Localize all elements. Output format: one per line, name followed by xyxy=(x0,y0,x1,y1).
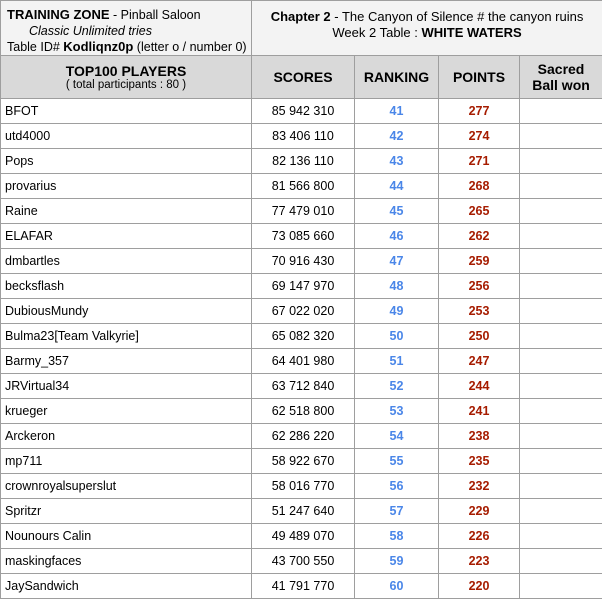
player-ranking: 50 xyxy=(355,324,439,349)
sacred-ball-cell xyxy=(520,424,602,449)
chapter-cell xyxy=(252,1,602,56)
table-row xyxy=(1,249,602,274)
sacred-ball-cell xyxy=(520,549,602,574)
player-score: 58 922 670 xyxy=(252,449,355,474)
player-points: 259 xyxy=(439,249,520,274)
player-name: Pops xyxy=(1,149,252,174)
table-row xyxy=(1,574,602,599)
player-points: 262 xyxy=(439,224,520,249)
player-points: 220 xyxy=(439,574,520,599)
player-points: 250 xyxy=(439,324,520,349)
player-ranking: 46 xyxy=(355,224,439,249)
player-points: 268 xyxy=(439,174,520,199)
sacred-ball-cell xyxy=(520,524,602,549)
table-row xyxy=(1,99,602,124)
player-points: 235 xyxy=(439,449,520,474)
player-ranking: 49 xyxy=(355,299,439,324)
player-name: becksflash xyxy=(1,274,252,299)
table-row xyxy=(1,474,602,499)
player-score: 62 518 800 xyxy=(252,399,355,424)
sacred-ball-cell xyxy=(520,499,602,524)
points-column-header: POINTS xyxy=(439,56,520,99)
sacred-ball-column-header: Sacred Ball won xyxy=(520,56,602,99)
player-name: krueger xyxy=(1,399,252,424)
player-points: 277 xyxy=(439,99,520,124)
table-row xyxy=(1,124,602,149)
player-name: maskingfaces xyxy=(1,549,252,574)
player-ranking: 60 xyxy=(355,574,439,599)
player-name: JRVirtual34 xyxy=(1,374,252,399)
player-score: 43 700 550 xyxy=(252,549,355,574)
table-row xyxy=(1,399,602,424)
player-name: dmbartles xyxy=(1,249,252,274)
player-points: 271 xyxy=(439,149,520,174)
tries-subtitle: Classic Unlimited tries xyxy=(29,24,152,38)
player-score: 85 942 310 xyxy=(252,99,355,124)
table-row xyxy=(1,374,602,399)
ranking-column-header: RANKING xyxy=(355,56,439,99)
sacred-ball-cell xyxy=(520,149,602,174)
player-score: 82 136 110 xyxy=(252,149,355,174)
player-ranking: 43 xyxy=(355,149,439,174)
player-ranking: 57 xyxy=(355,499,439,524)
player-ranking: 48 xyxy=(355,274,439,299)
player-points: 223 xyxy=(439,549,520,574)
player-score: 63 712 840 xyxy=(252,374,355,399)
player-score: 81 566 800 xyxy=(252,174,355,199)
player-name: mp711 xyxy=(1,449,252,474)
player-score: 49 489 070 xyxy=(252,524,355,549)
player-name: Nounours Calin xyxy=(1,524,252,549)
column-header-row xyxy=(1,56,602,99)
player-name: Raine xyxy=(1,199,252,224)
player-ranking: 51 xyxy=(355,349,439,374)
player-points: 247 xyxy=(439,349,520,374)
table-row xyxy=(1,174,602,199)
player-ranking: 55 xyxy=(355,449,439,474)
player-points: 232 xyxy=(439,474,520,499)
table-id: Table ID# Kodliqnz0p (letter o / number 0) xyxy=(7,39,247,54)
table-row xyxy=(1,449,602,474)
scores-column-header: SCORES xyxy=(252,56,355,99)
player-name: Arckeron xyxy=(1,424,252,449)
player-ranking: 52 xyxy=(355,374,439,399)
sacred-ball-cell xyxy=(520,249,602,274)
table-row xyxy=(1,499,602,524)
player-score: 41 791 770 xyxy=(252,574,355,599)
player-ranking: 56 xyxy=(355,474,439,499)
player-points: 229 xyxy=(439,499,520,524)
table-row xyxy=(1,524,602,549)
player-ranking: 41 xyxy=(355,99,439,124)
sacred-ball-cell xyxy=(520,274,602,299)
players-column-header: TOP100 PLAYERS ( total participants : 80 ) xyxy=(1,56,252,99)
table-row xyxy=(1,274,602,299)
training-zone-cell xyxy=(1,1,252,56)
player-ranking: 59 xyxy=(355,549,439,574)
player-name: Bulma23[Team Valkyrie] xyxy=(1,324,252,349)
table-row xyxy=(1,299,602,324)
player-points: 265 xyxy=(439,199,520,224)
player-score: 73 085 660 xyxy=(252,224,355,249)
player-ranking: 47 xyxy=(355,249,439,274)
sacred-ball-cell xyxy=(520,574,602,599)
player-name: BFOT xyxy=(1,99,252,124)
training-zone-title: TRAINING ZONE - Pinball Saloon xyxy=(7,7,201,22)
table-row xyxy=(1,224,602,249)
player-points: 253 xyxy=(439,299,520,324)
player-points: 241 xyxy=(439,399,520,424)
player-score: 83 406 110 xyxy=(252,124,355,149)
sacred-ball-cell xyxy=(520,299,602,324)
player-points: 226 xyxy=(439,524,520,549)
table-row xyxy=(1,349,602,374)
table-row xyxy=(1,199,602,224)
table-row xyxy=(1,149,602,174)
player-score: 69 147 970 xyxy=(252,274,355,299)
player-score: 77 479 010 xyxy=(252,199,355,224)
player-score: 67 022 020 xyxy=(252,299,355,324)
player-name: ELAFAR xyxy=(1,224,252,249)
player-ranking: 53 xyxy=(355,399,439,424)
sacred-ball-cell xyxy=(520,324,602,349)
sacred-ball-cell xyxy=(520,474,602,499)
player-name: DubiousMundy xyxy=(1,299,252,324)
sacred-ball-cell xyxy=(520,224,602,249)
player-ranking: 45 xyxy=(355,199,439,224)
player-points: 244 xyxy=(439,374,520,399)
table-row xyxy=(1,424,602,449)
sacred-ball-cell xyxy=(520,124,602,149)
participants-count: ( total participants : 80 ) xyxy=(65,78,187,91)
player-score: 64 401 980 xyxy=(252,349,355,374)
player-name: provarius xyxy=(1,174,252,199)
player-ranking: 58 xyxy=(355,524,439,549)
sacred-ball-cell xyxy=(520,349,602,374)
player-ranking: 44 xyxy=(355,174,439,199)
sacred-ball-cell xyxy=(520,174,602,199)
player-score: 62 286 220 xyxy=(252,424,355,449)
player-name: Barmy_357 xyxy=(1,349,252,374)
sacred-ball-cell xyxy=(520,99,602,124)
player-name: Spritzr xyxy=(1,499,252,524)
player-score: 65 082 320 xyxy=(252,324,355,349)
chapter-title: Chapter 2 - The Canyon of Silence # the canyon ruins xyxy=(270,9,584,24)
player-ranking: 42 xyxy=(355,124,439,149)
sacred-ball-cell xyxy=(520,449,602,474)
player-score: 58 016 770 xyxy=(252,474,355,499)
table-row xyxy=(1,549,602,574)
table-row xyxy=(1,324,602,349)
title-row xyxy=(1,1,602,56)
week-table: Week 2 Table : WHITE WATERS xyxy=(332,25,522,40)
sacred-ball-cell xyxy=(520,399,602,424)
sacred-ball-cell xyxy=(520,374,602,399)
player-score: 70 916 430 xyxy=(252,249,355,274)
player-points: 274 xyxy=(439,124,520,149)
player-name: JaySandwich xyxy=(1,574,252,599)
player-name: utd4000 xyxy=(1,124,252,149)
player-ranking: 54 xyxy=(355,424,439,449)
player-points: 238 xyxy=(439,424,520,449)
player-points: 256 xyxy=(439,274,520,299)
player-name: crownroyalsuperslut xyxy=(1,474,252,499)
player-score: 51 247 640 xyxy=(252,499,355,524)
sacred-ball-cell xyxy=(520,199,602,224)
